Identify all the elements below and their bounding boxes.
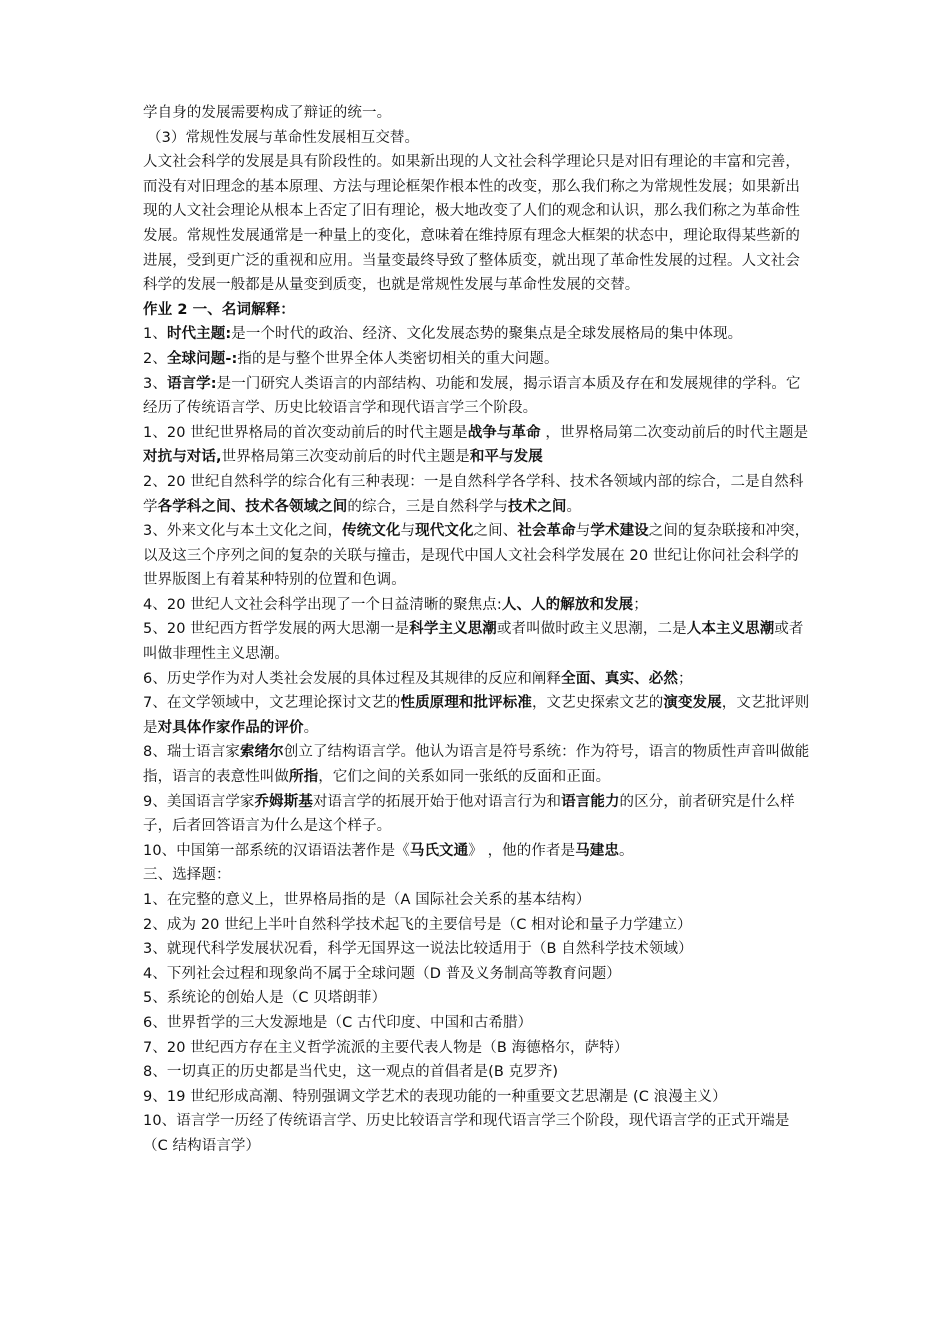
definition-1-num: 1、 [143, 326, 167, 343]
fill-9-text-b: 对语言学的拓展开始于他对语言行为和 [312, 793, 562, 810]
definition-2 [143, 347, 813, 372]
fill-10-answer-a: 马氏文通 [409, 842, 469, 859]
fill-1-answer-a: 战争与革命 [467, 424, 541, 441]
fill-5-answer-a: 科学主义思潮 [409, 621, 497, 638]
choice-item-9: 9、19 世纪形成高潮、特别强调文学艺术的表现功能的一种重要文艺思潮是 (C 浪漫主义） [143, 1088, 727, 1105]
fill-item-8 [143, 740, 813, 789]
fill-4-answer-a: 人、人的解放和发展 [501, 596, 634, 613]
definition-3-num: 3、 [143, 375, 167, 392]
fill-3-text-e: 之间的复杂联接和冲突，以及这三个序列之间的复杂的关联与撞击，是现代中国人文社会科学发展在 20 世纪让你问社会科学的世界版图上有着某种特别的位置和色调。 [143, 523, 810, 589]
homework-2-heading-text: 作业 2 一、名词解释： [143, 301, 295, 318]
fill-item-7 [143, 691, 813, 740]
fill-9-answer-a: 乔姆斯基 [254, 793, 313, 810]
fill-item-6 [143, 667, 813, 692]
definition-2-num: 2、 [143, 350, 167, 367]
definition-1-term: 时代主题: [166, 326, 232, 343]
fill-3-answer-c: 社会革命 [517, 523, 576, 540]
fill-item-2 [143, 470, 813, 519]
fill-3-answer-b: 现代文化 [415, 523, 474, 540]
fill-item-9 [143, 790, 813, 839]
fill-7-text-c: ，文艺批评则是 [143, 695, 810, 736]
fill-5-answer-b: 人本主义思潮 [686, 621, 775, 638]
paragraph-line-1: 学自身的发展需要构成了辩证的统一。 [143, 105, 392, 121]
fill-3-text-b: 与 [400, 523, 416, 540]
definition-3-term: 语言学: [166, 375, 217, 392]
homework-2-heading [143, 298, 813, 323]
fill-9-text-a: 9、美国语言学家 [143, 793, 255, 810]
fill-6-text-a: 6、历史学作为对人类社会发展的具体过程及其规律的反应和阐释 [143, 670, 562, 687]
fill-2-text-b: 的综合，三是自然科学与 [347, 498, 509, 515]
fill-2-answer-b: 技术之间 [508, 498, 567, 515]
definition-1-text: 是一个时代的政治、经济、文化发展态势的聚集点是全球发展格局的集中体现。 [231, 326, 743, 343]
definition-2-term: 全球问题-: [166, 350, 238, 367]
section-3-heading: 三、选择题： [143, 867, 231, 884]
definition-3-text: 是一门研究人类语言的内部结构、功能和发展，揭示语言本质及存在和发展规律的学科。它经历了传统语言学、历史比较语言学和现代语言学三个阶段。 [143, 375, 801, 417]
fill-2-text-c: 。 [566, 498, 582, 515]
fill-2-answer-a: 各学科之间、技术各领域之间 [157, 498, 348, 515]
fill-3-text-c: 之间、 [473, 523, 518, 540]
fill-item-10 [143, 839, 813, 864]
choice-item-1: 1、在完整的意义上，世界格局指的是（A 国际社会关系的基本结构） [143, 892, 591, 908]
fill-7-text-a: 7、在文学领域中，文艺理论探讨文艺的 [143, 695, 401, 712]
fill-3-answer-a: 传统文化 [342, 523, 401, 540]
choice-item-4: 4、下列社会过程和现象尚不属于全球问题（D 普及义务制高等教育问题） [143, 965, 621, 982]
fill-9-answer-b: 语言能力 [561, 793, 620, 810]
fill-7-text-d: 。 [303, 719, 319, 736]
fill-6-answer-a: 全面、真实、必然 [561, 670, 678, 687]
fill-item-5 [143, 617, 813, 666]
choice-item-7: 7、20 世纪西方存在主义哲学流派的主要代表人物是（B 海德格尔，萨特） [143, 1039, 629, 1056]
fill-1-answer-c: 和平与发展 [469, 449, 543, 466]
fill-3-text-a: 3、外来文化与本土文化之间， [143, 523, 343, 540]
choice-item-2: 2、成为 20 世纪上半叶自然科学技术起飞的主要信号是（C 相对论和量子力学建立） [143, 916, 692, 933]
fill-item-4 [143, 593, 813, 618]
definition-3 [143, 372, 813, 421]
fill-4-text-b: ； [633, 596, 648, 613]
choice-item-6: 6、世界哲学的三大发源地是（C 古代印度、中国和古希腊） [143, 1014, 533, 1031]
fill-8-text-b: 创立了结构语言学。他认为语言是符号系统：作为符号，语言的物质性声音叫做能指，语言的表意性叫做 [143, 744, 810, 786]
fill-10-text-b: 》 ，他的作者是 [468, 842, 576, 859]
fill-7-answer-a: 性质原理和批评标准 [400, 695, 532, 712]
choice-item-3: 3、就现代科学发展状况看，科学无国界这一说法比较适用于（B 自然科学技术领域） [143, 941, 693, 958]
fill-7-answer-b: 演变发展 [663, 695, 722, 712]
fill-item-3 [143, 519, 813, 593]
fill-8-answer-b: 所指 [289, 769, 319, 786]
fill-3-text-d: 与 [575, 523, 591, 540]
fill-7-answer-c: 对具体作家作品的评价 [157, 719, 304, 736]
fill-6-text-b: ； [677, 670, 693, 687]
document-body [143, 101, 813, 1159]
choice-item-8: 8、一切真正的历史都是当代史，这一观点的首倡者是(B 克罗齐) [143, 1064, 559, 1081]
choice-item-10: 10、语言学一历经了传统语言学、历史比较语言学和现代语言学三个阶段，现代语言学的正式开端是（C 结构语言学） [143, 1113, 790, 1154]
fill-3-answer-d: 学术建设 [590, 523, 649, 540]
fill-1-text-a: 1、20 世纪世界格局的首次变动前后的时代主题是 [143, 424, 468, 441]
definition-1 [143, 322, 813, 347]
fill-10-answer-b: 马建忠 [575, 842, 619, 859]
paragraph-line-2: （3）常规性发展与革命性发展相互交替。 [147, 129, 420, 146]
fill-8-answer-a: 索绪尔 [239, 744, 284, 761]
fill-8-text-a: 8、瑞士语言家 [143, 744, 240, 761]
fill-7-text-b: ，文艺史探索文艺的 [531, 695, 664, 712]
fill-item-1 [143, 421, 813, 470]
fill-5-text-a: 5、20 世纪西方哲学发展的两大思潮一是 [143, 621, 410, 638]
fill-5-text-b: 或者叫做时政主义思潮，二是 [496, 621, 687, 638]
paragraph-regular-vs-revolutionary: 人文社会科学的发展是具有阶段性的。如果新出现的人文社会科学理论只是对旧有理论的丰富和完善，而没有对旧理念的基本原理、方法与理论框架作根本性的改变，那么我们称之为常规性发展；如果新出现的人文社会理论从根本上否定了旧有理论，极大地改变了人们的观念和认识，那么我们称之为革命性发展。常规性发展通常是一种量上的变化，意味着在维持原有理念大框架的状态中，理论取得某些新的进展，受到更广泛的重视和应用。当量变最终导致了整体质变，就出现了革命性发展的过程。人文社会科学的发展一般都是从量变到质变，也就是常规性发展与革命性发展的交替。 [143, 154, 800, 294]
fill-1-answer-b: 对抗与对话, [143, 449, 222, 466]
fill-1-text-b: ，世界格局第二次变动前后的时代主题是 [540, 424, 809, 441]
fill-10-text-c: 。 [619, 842, 634, 859]
fill-9-text-c: 的区分，前者研究是什么样子，后者回答语言为什么是这个样子。 [143, 793, 795, 835]
fill-5-text-c: 或者叫做非理性主义思潮。 [143, 621, 804, 663]
definition-2-text: 指的是与整个世界全体人类密切相关的重大问题。 [237, 350, 559, 367]
fill-2-text-a: 2、20 世纪自然科学的综合化有三种表现：一是自然科学各学科、技术各领域内部的综合，二是自然科学 [143, 473, 804, 515]
fill-4-text-a: 4、20 世纪人文社会科学出现了一个日益清晰的聚焦点: [143, 596, 502, 613]
fill-10-text-a: 10、中国第一部系统的汉语语法著作是《 [143, 842, 410, 859]
fill-8-text-c: ，它们之间的关系如同一张纸的反面和正面。 [318, 769, 611, 786]
fill-1-text-c: 世界格局第三次变动前后的时代主题是 [221, 449, 470, 466]
choice-item-5: 5、系统论的创始人是（C 贝塔朗菲） [143, 990, 387, 1007]
